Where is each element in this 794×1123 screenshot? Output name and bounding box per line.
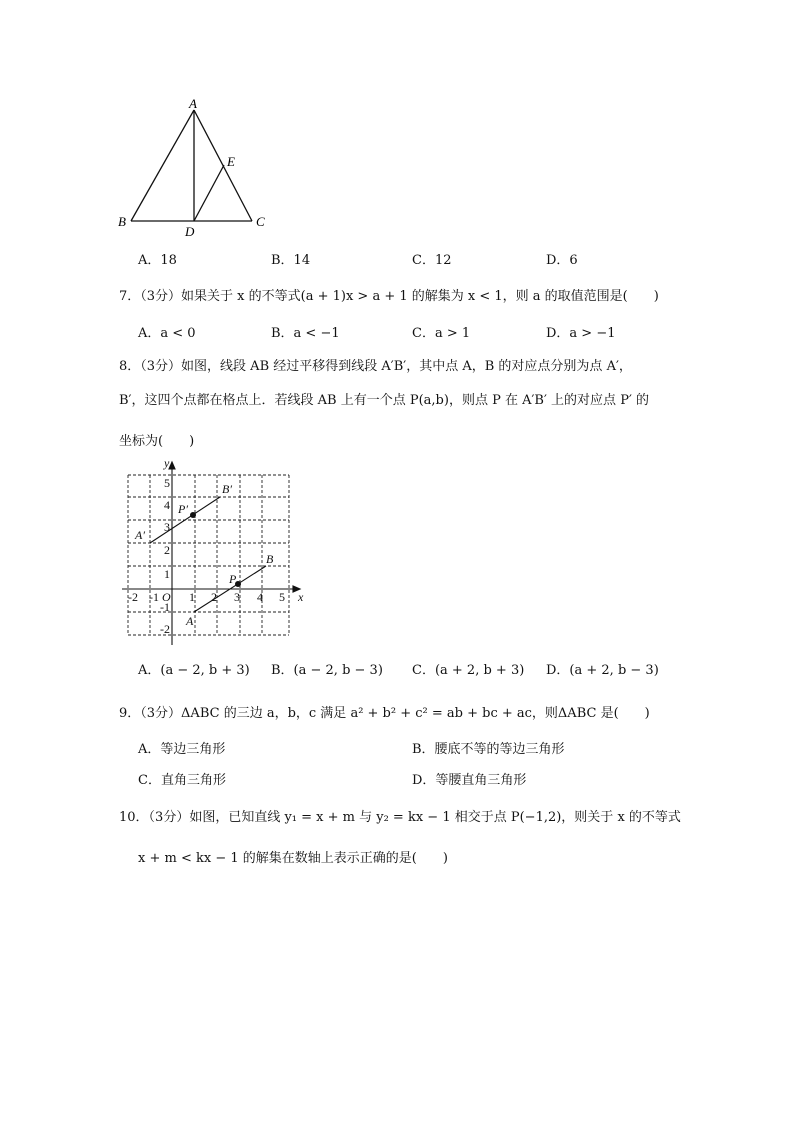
x-tick-label: -1 (149, 590, 159, 604)
q6-option-a[interactable]: A．18 (138, 253, 177, 268)
x-tick-label: 3 (234, 590, 240, 604)
q6-option-d[interactable]: D．6 (546, 253, 578, 268)
segment-de (194, 165, 224, 221)
q8-option-d[interactable]: D．(a + 2, b − 3) (546, 663, 659, 678)
q10-stem-line2: x + m < kx − 1 的解集在数轴上表示正确的是( ) (138, 851, 448, 866)
x-tick-label: 4 (257, 590, 263, 604)
y-tick-label: -1 (160, 600, 170, 614)
segment-ab (131, 110, 194, 221)
q8-stem-line3: 坐标为( ) (119, 434, 195, 449)
q10-stem-line1: 10．（3分）如图，已知直线 y₁ = x + m 与 y₂ = kx − 1 相交于点 P(−1,2)，则关于 x 的不等式 (119, 810, 681, 825)
y-axis-label: y (164, 456, 170, 470)
q9-option-a[interactable]: A．等边三角形 (138, 742, 226, 757)
point-p-prime (190, 512, 196, 518)
q9-stem: 9．（3分）ΔABC 的三边 a，b，c 满足 a² + b² + c² = ab + bc + ac，则ΔABC 是( ) (119, 706, 650, 721)
triangle-figure (110, 95, 290, 240)
y-tick-label: 5 (164, 476, 170, 490)
x-tick-label: 5 (279, 590, 285, 604)
label-c: C (256, 214, 265, 229)
point-label-a: A (186, 614, 194, 628)
point-label-p-prime: P′ (178, 502, 188, 516)
q8-stem-line2: B′，这四个点都在格点上．若线段 AB 上有一个点 P(a,b)，则点 P 在 A′B′ 上的对应点 P′ 的 (119, 393, 650, 408)
q7-stem: 7．（3分）如果关于 x 的不等式(a + 1)x > a + 1 的解集为 x < 1，则 a 的取值范围是( ) (119, 289, 659, 304)
coordinate-grid (118, 455, 313, 650)
y-tick-label: 1 (164, 567, 170, 581)
y-tick-label: 2 (164, 543, 170, 557)
y-axis-arrow (169, 462, 175, 469)
q7-option-a[interactable]: A．a < 0 (138, 326, 196, 341)
q7-option-d[interactable]: D．a > −1 (546, 326, 616, 341)
q9-option-d[interactable]: D．等腰直角三角形 (412, 773, 527, 788)
q8-stem-line1: 8．（3分）如图，线段 AB 经过平移得到线段 A′B′，其中点 A，B 的对应点分别为点 A′， (119, 359, 632, 374)
point-label-b: B (266, 552, 274, 566)
y-tick-label: -2 (160, 622, 170, 636)
q6-option-c[interactable]: C．12 (412, 253, 452, 268)
y-tick-label: 4 (164, 498, 170, 512)
label-a: A (189, 96, 197, 111)
label-d: D (185, 224, 195, 239)
x-tick-label: 2 (211, 590, 217, 604)
x-tick-label: 1 (189, 590, 195, 604)
point-label-b-prime: B′ (222, 482, 232, 496)
q6-option-b[interactable]: B．14 (271, 253, 311, 268)
q9-option-c[interactable]: C．直角三角形 (138, 773, 226, 788)
label-e: E (227, 154, 235, 169)
q8-option-c[interactable]: C．(a + 2, b + 3) (412, 663, 525, 678)
q8-option-a[interactable]: A．(a − 2, b + 3) (138, 663, 250, 678)
point-label-p: P (229, 572, 237, 586)
y-tick-label: 3 (164, 520, 170, 534)
q9-option-b[interactable]: B．腰底不等的等边三角形 (412, 742, 565, 757)
q7-option-b[interactable]: B．a < −1 (271, 326, 340, 341)
q8-option-b[interactable]: B．(a − 2, b − 3) (271, 663, 383, 678)
label-b: B (118, 214, 126, 229)
origin-label: O (162, 590, 171, 604)
point-label-a-prime: A′ (135, 528, 145, 542)
x-tick-label: -2 (128, 590, 138, 604)
q7-option-c[interactable]: C．a > 1 (412, 326, 471, 341)
x-axis-label: x (298, 590, 304, 604)
